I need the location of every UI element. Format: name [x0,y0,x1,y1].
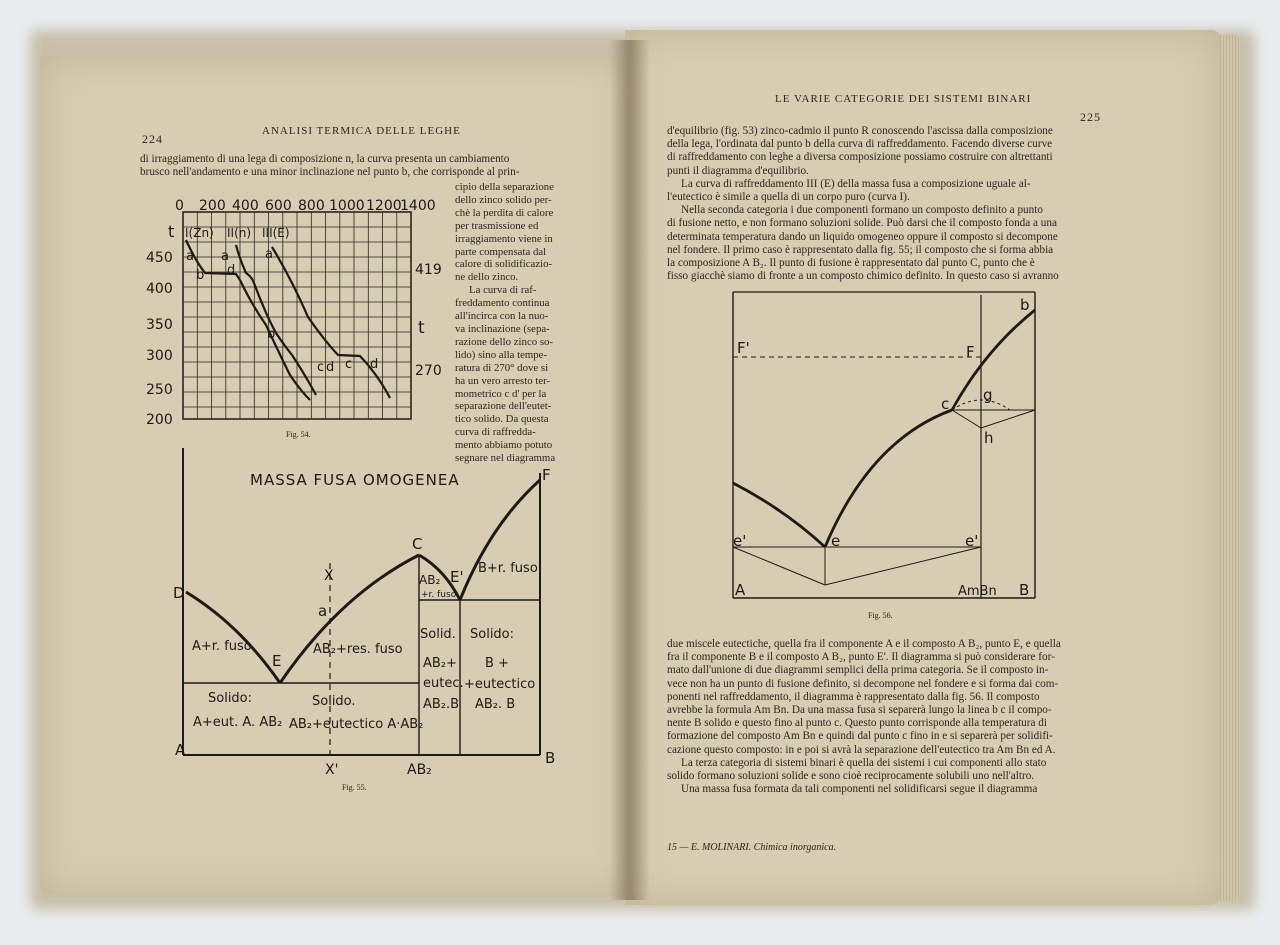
text-line: mento abbiamo potuto [455,439,553,452]
region-label: +eutectico [464,677,536,692]
text-line: solido formano soluzioni solide e sono cioè reciprocamente solubili uno nell'altro. [667,770,1035,783]
x-label-AB2: AB₂ [407,762,432,778]
liquidus-E-C [280,555,419,683]
point-a: a [318,602,328,620]
point-label: b [267,327,276,342]
text-line: Una massa fusa formata da tali componenti nel solidificarsi segue il diagramma [681,783,1038,796]
fig55-caption: Fig. 55. [342,783,367,792]
point-label: d [227,263,236,278]
tick-label: 300 [146,348,173,364]
point-label: c [345,357,353,372]
region-label: eutec. [423,676,464,691]
text-line: mato dall'unione di due diagrammi semplici della prima categoria. Se il composto in- [667,664,1049,677]
point-h: h [984,429,994,447]
region-label: B + [485,656,509,671]
region-label: +r. fuso [421,590,457,600]
point-E-prime: E' [450,568,464,586]
text-line: separazione dell'eutet- [455,400,552,413]
point-g: g [983,386,993,404]
text-line: formazione del composto Am Bn e quindi dal punto c fino in e si separerà per solidifi- [667,730,1053,743]
text-line: irraggiamento viene in [455,232,553,245]
x-label-X-prime: X' [325,762,339,778]
text-line: della lega, l'ordinata dal punto b della curva di raffreddamento. Facendo diverse curve [667,138,1053,151]
tick-label: 0 [175,198,184,214]
text-line: due miscele eutectiche, quella fra il componente A e il composto A B₂, punto E, e quella [667,638,1061,650]
text-line: ne dello zinco. [455,271,519,284]
curve-e-c [825,410,952,547]
text-line: nente B solido e questo fino al punto c. Questo punto corrisponde alla temperatura di [667,717,1047,730]
right-page [625,30,1220,905]
text-line: nel fondere. Il primo caso è rappresentato dalla fig. 55; il composto che si forma abbia [667,243,1054,256]
point-C: C [412,535,423,553]
point-F: F [966,343,975,361]
region-label: Solido. [312,694,356,709]
right-footer: 15 — E. MOLINARI. Chimica inorganica. [667,842,837,853]
point-F-prime: F' [737,339,750,357]
point-b: b [1020,296,1030,314]
right-bottom-text [667,638,1107,796]
point-label: a [265,247,273,262]
text-line: di fusione netto, e non formano soluzioni solide. Può darsi che il composto fonda a una [667,217,1057,230]
axis-label-t: t [168,222,175,241]
right-running-head: LE VARIE CATEGORIE DEI SISTEMI BINARI [775,93,1032,105]
text-line: cipio della separazione [455,181,554,193]
tick-label: 1000 [329,198,365,214]
point-B: B [545,749,556,767]
region-label: B+r. fuso [478,561,538,576]
text-line: ha un vero arresto ter- [455,374,551,387]
text-line: vece non ha un punto di fusione definito, si decompone nel fondere e si forma dai com- [667,677,1059,690]
region-label: AB₂. B [475,697,516,712]
point-A: A [735,581,746,599]
tick-label: 1200 [366,198,402,214]
x-label-X: X [324,568,334,584]
fig55-region-labels [192,561,538,732]
text-line: ponenti nel raffreddamento, il diagramma è rappresentato dalla fig. 56. Il composto [667,690,1040,703]
text-line: cazione questo composto: in e poi si avrà la separazione dell'eutectico tra Am Bn ed A. [667,743,1056,756]
region-label: AB₂+ [423,656,457,671]
text-line: freddamento continua [455,297,550,310]
text-line: La curva di raf- [469,284,537,297]
text-line: lido) sino alla tempe- [455,348,548,361]
tick-label: 400 [232,198,259,214]
tick-label: 600 [265,198,292,214]
text-line: fisso giacchè siamo di fronte a un composto chimico definito. In questo caso si avranno [667,270,1059,283]
left-page [40,55,630,895]
text-line: La curva di raffreddamento III (E) della massa fusa a composizione uguale al- [681,177,1031,190]
text-line: Nella seconda categoria i due componenti formano un composto definito a punto [681,204,1043,217]
region-label: Solid. [420,627,456,642]
tick-label: 200 [146,412,173,428]
tick-label: 400 [146,281,173,297]
point-label: a [186,249,194,264]
point-e: e [831,532,841,550]
point-F: F [542,466,551,484]
fig55-title: MASSA FUSA OMOGENEA [250,471,460,489]
point-AmBn: AmBn [958,584,997,599]
region-label: AB₂+eutectico A·AB₂ [289,717,424,732]
region-label: Solido: [470,627,515,642]
text-line: avrebbe la formula Am Bn. Da una massa fusa si separerà lungo la linea b c il compo- [667,704,1052,717]
left-page-number: 224 [142,132,163,146]
point-D: D [173,584,185,602]
text-line: segnare nel diagramma [455,452,556,465]
text-line: tico solido. Da questa [455,413,549,426]
text-line: dello zinco solido per- [455,193,552,206]
fig54-caption: Fig. 54. [286,430,311,439]
tick-label: 1400 [400,198,436,214]
text-line: parte compensata dal [455,245,547,258]
text-line: per trasmissione ed [455,219,539,232]
point-e-prime-right: e' [965,532,979,550]
point-c: c [941,395,950,413]
text-line: punti il diagramma d'equilibrio. [667,164,809,177]
tick-label: 350 [146,317,173,333]
curve-label: I(Zn) [185,226,214,240]
fig56-caption: Fig. 56. [868,611,893,620]
curve-c-b [952,310,1035,410]
axis-label-t: t [418,318,425,338]
point-label: c [317,360,325,375]
text-line: mometrico c d' per la [455,387,547,400]
curve-label: III(E) [262,226,290,240]
region-label: A+eut. A. AB₂ [193,715,283,730]
tick-label: 250 [146,382,173,398]
liquidus-D-E [186,592,280,683]
region-label: A+r. fuso [192,639,252,654]
text-line: calore di solidificazio- [455,258,553,271]
point-B: B [1019,581,1030,599]
liquidus-A-e [733,483,825,547]
region-label: AB₂ [419,573,441,587]
tick-label: 270 [415,363,442,379]
point-label: d [370,357,379,372]
text-line: brusco nell'andamento e una minor inclinazione nel punto b, che corrisponde al prin- [140,166,520,179]
liquidus-E2-F [460,480,540,600]
text-line: ratura di 270° dove si [455,361,549,374]
tick-label: 419 [415,262,442,278]
fig56-labels [733,296,1030,599]
point-e-prime-left: e' [733,532,747,550]
figure-55 [40,55,630,895]
point-A: A [175,741,186,759]
text-line: curva di raffredda- [455,426,536,439]
tick-label: 800 [298,198,325,214]
point-label: a [221,249,229,264]
text-line: l'eutectico è simile a quella di un corpo puro (curva I). [667,191,910,204]
text-line: la composizione A B₂. Il punto di fusione è rappresentato dal punto C, punto che è [667,257,1035,270]
text-line: di raffreddamento con leghe a diversa composizione possiamo costruire con altrettanti [667,151,1053,164]
text-line: determinata temperatura dando un liquido omogeneo oppure il composto si decompone [667,230,1058,243]
book-gutter [610,40,650,900]
curve-label: II(n) [227,226,252,240]
point-label: d [326,360,335,375]
text-line: chè la perdita di calore [455,206,554,219]
tick-label: 450 [146,250,173,266]
fig55-x-labels [324,568,432,778]
right-page-number: 225 [1080,110,1101,124]
region-label: AB₂.B [423,697,460,712]
text-line: La terza categoria di sistemi binari è quella dei sistemi i cui componenti allo stato [681,756,1047,769]
tick-label: 200 [199,198,226,214]
text-line: razione dello zinco so- [455,335,554,348]
region-label: Solido: [208,691,253,706]
text-line: all'incirca con la nuo- [455,310,549,323]
text-line: va inclinazione (sepa- [455,322,550,335]
region-label: AB₂+res. fuso [313,642,403,657]
point-E: E [272,652,282,670]
left-running-head: ANALISI TERMICA DELLE LEGHE [262,125,461,137]
text-line: di irraggiamento di una lega di composizione n, la curva presenta un cambiamento [140,153,510,165]
text-line: d'equilibrio (fig. 53) zinco-cadmio il punto R conoscendo l'ascissa dalla composizione [667,125,1053,137]
text-line: fra il componente B e il composto A B₂, punto E'. Il diagramma si può considerare for- [667,651,1055,664]
point-label: b [196,268,205,283]
